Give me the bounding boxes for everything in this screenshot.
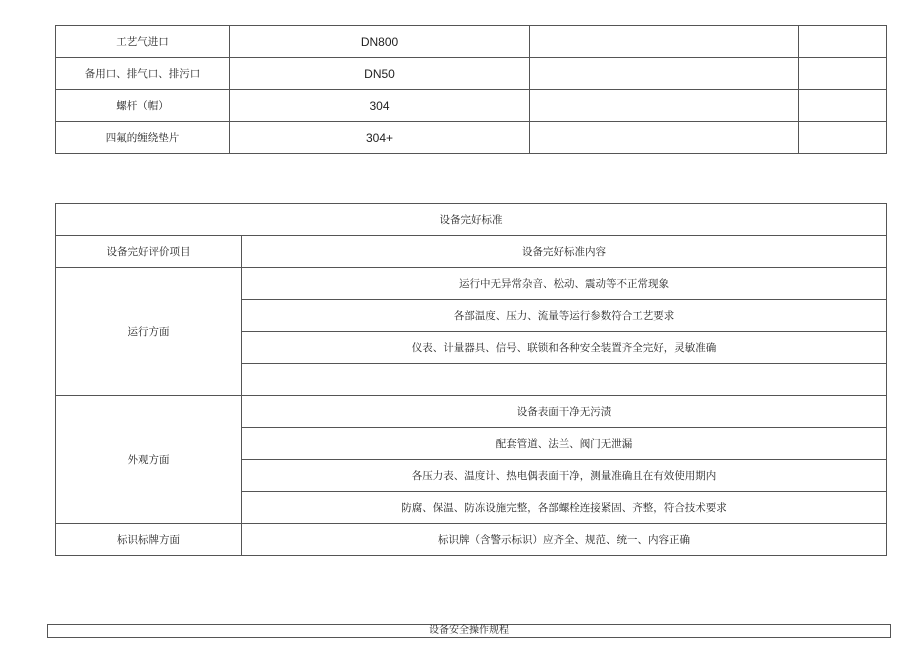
table-row [56,524,887,556]
standard-item: 各部温度、压力、流量等运行参数符合工艺要求 [242,300,887,332]
group-name: 外观方面 [56,396,242,524]
part-name: 工艺气进口 [56,26,230,58]
operation-procedure-table [47,624,891,638]
column-header-item: 设备完好评价项目 [56,236,242,268]
table-header-row [56,236,887,268]
standard-item: 各压力表、温度计、热电偶表面干净，测量准确且在有效使用期内 [242,460,887,492]
empty-cell [799,122,887,154]
standard-item: 运行中无异常杂音、松动、震动等不正常现象 [242,268,887,300]
operation-title: 设备安全操作规程 [48,625,891,638]
standard-title: 设备完好标准 [56,204,887,236]
empty-cell [530,90,799,122]
standard-item: 设备表面干净无污渍 [242,396,887,428]
column-header-content: 设备完好标准内容 [242,236,887,268]
table-row [56,26,887,58]
part-name: 螺杆（帽） [56,90,230,122]
table-row [56,58,887,90]
standard-item: 配套管道、法兰、阀门无泄漏 [242,428,887,460]
part-name: 备用口、排气口、排污口 [56,58,230,90]
part-name: 四氟的缠绕垫片 [56,122,230,154]
table-title-row [48,625,891,638]
group-name: 运行方面 [56,268,242,396]
table-title-row [56,204,887,236]
empty-cell [799,58,887,90]
standard-item: 防腐、保温、防冻设施完整，各部螺栓连接紧固、齐整，符合技术要求 [242,492,887,524]
part-value: DN50 [230,58,530,90]
materials-table [55,25,887,154]
standard-item: 仪表、计量器具、信号、联锁和各种安全装置齐全完好，灵敏准确 [242,332,887,364]
equipment-standard-table [55,203,887,556]
empty-cell [530,26,799,58]
table-row [56,396,887,428]
empty-cell [799,90,887,122]
group-name: 标识标牌方面 [56,524,242,556]
table-row [56,90,887,122]
table-row [56,268,887,300]
part-value: 304+ [230,122,530,154]
standard-item: 标识牌（含警示标识）应齐全、规范、统一、内容正确 [242,524,887,556]
part-value: 304 [230,90,530,122]
empty-cell [799,26,887,58]
table-row [56,122,887,154]
empty-cell [530,122,799,154]
empty-cell [530,58,799,90]
standard-item [242,364,887,396]
part-value: DN800 [230,26,530,58]
